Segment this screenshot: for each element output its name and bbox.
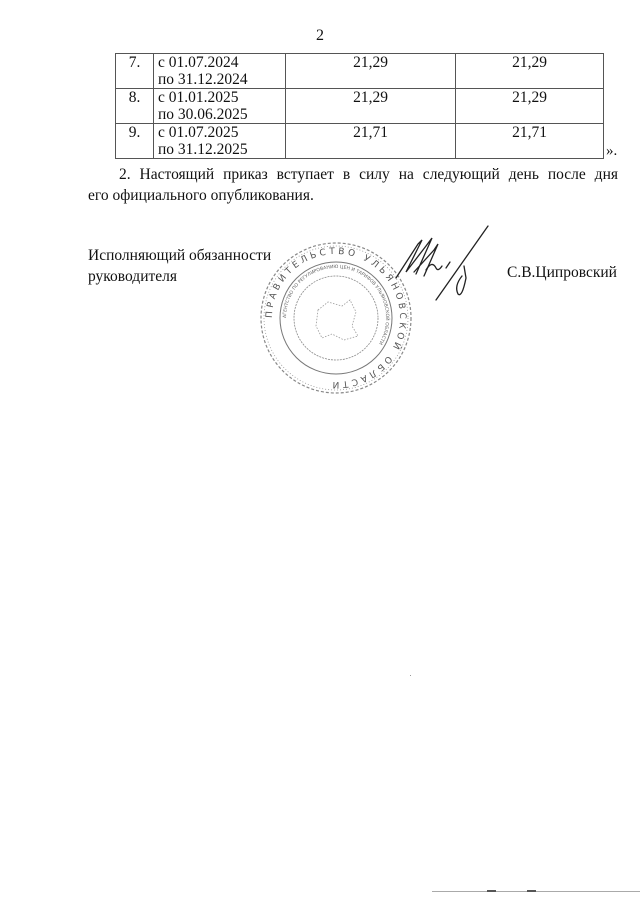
row-number: 8.: [116, 89, 154, 124]
scan-edge-mark: [487, 890, 496, 892]
period-from: с 01.07.2025: [158, 124, 239, 141]
scan-edge-line: [432, 891, 640, 892]
handwritten-signature-icon: [388, 222, 498, 304]
period-cell: [154, 89, 286, 124]
stamp-inner-text: АГЕНТСТВО ПО РЕГУЛИРОВАНИЮ ЦЕН И ТАРИФОВ УЛЬЯНОВСКОЙ ОБЛАСТИ: [282, 264, 390, 346]
row-number: 7.: [116, 54, 154, 89]
scan-edge-mark: [527, 890, 536, 892]
value1-cell: 21,29: [286, 89, 456, 124]
period-from: с 01.07.2024: [158, 54, 239, 71]
period-cell: [154, 54, 286, 89]
tariff-table: [115, 53, 604, 159]
period-to: по 31.12.2024: [158, 71, 248, 88]
value2-cell: 21,71: [456, 124, 604, 159]
closing-quote: ».: [606, 143, 618, 159]
table-row: [116, 54, 604, 89]
row-number: 9.: [116, 124, 154, 159]
period-to: по 30.06.2025: [158, 106, 248, 123]
period-to: по 31.12.2025: [158, 141, 248, 158]
page-number: 2: [316, 27, 324, 44]
table-row: [116, 89, 604, 124]
paragraph-line-1: 2. Настоящий приказ вступает в силу на следующий день после дня: [119, 166, 618, 183]
scan-speck: [410, 675, 411, 676]
signatory-name: С.В.Ципровский: [507, 264, 617, 281]
value1-cell: 21,29: [286, 54, 456, 89]
effective-date-paragraph: [88, 164, 618, 206]
role-line-1: Исполняющий обязанности: [88, 247, 272, 264]
signatory-role: [88, 245, 271, 287]
value2-cell: 21,29: [456, 89, 604, 124]
value2-cell: 21,29: [456, 54, 604, 89]
stamp-outer-text: ПРАВИТЕЛЬСТВО УЛЬЯНОВСКОЙ ОБЛАСТИ: [264, 246, 408, 390]
period-cell: [154, 124, 286, 159]
value1-cell: 21,71: [286, 124, 456, 159]
role-line-2: руководителя: [88, 268, 178, 285]
table-row: [116, 124, 604, 159]
period-from: с 01.01.2025: [158, 89, 239, 106]
paragraph-line-2: его официального опубликования.: [88, 187, 314, 204]
